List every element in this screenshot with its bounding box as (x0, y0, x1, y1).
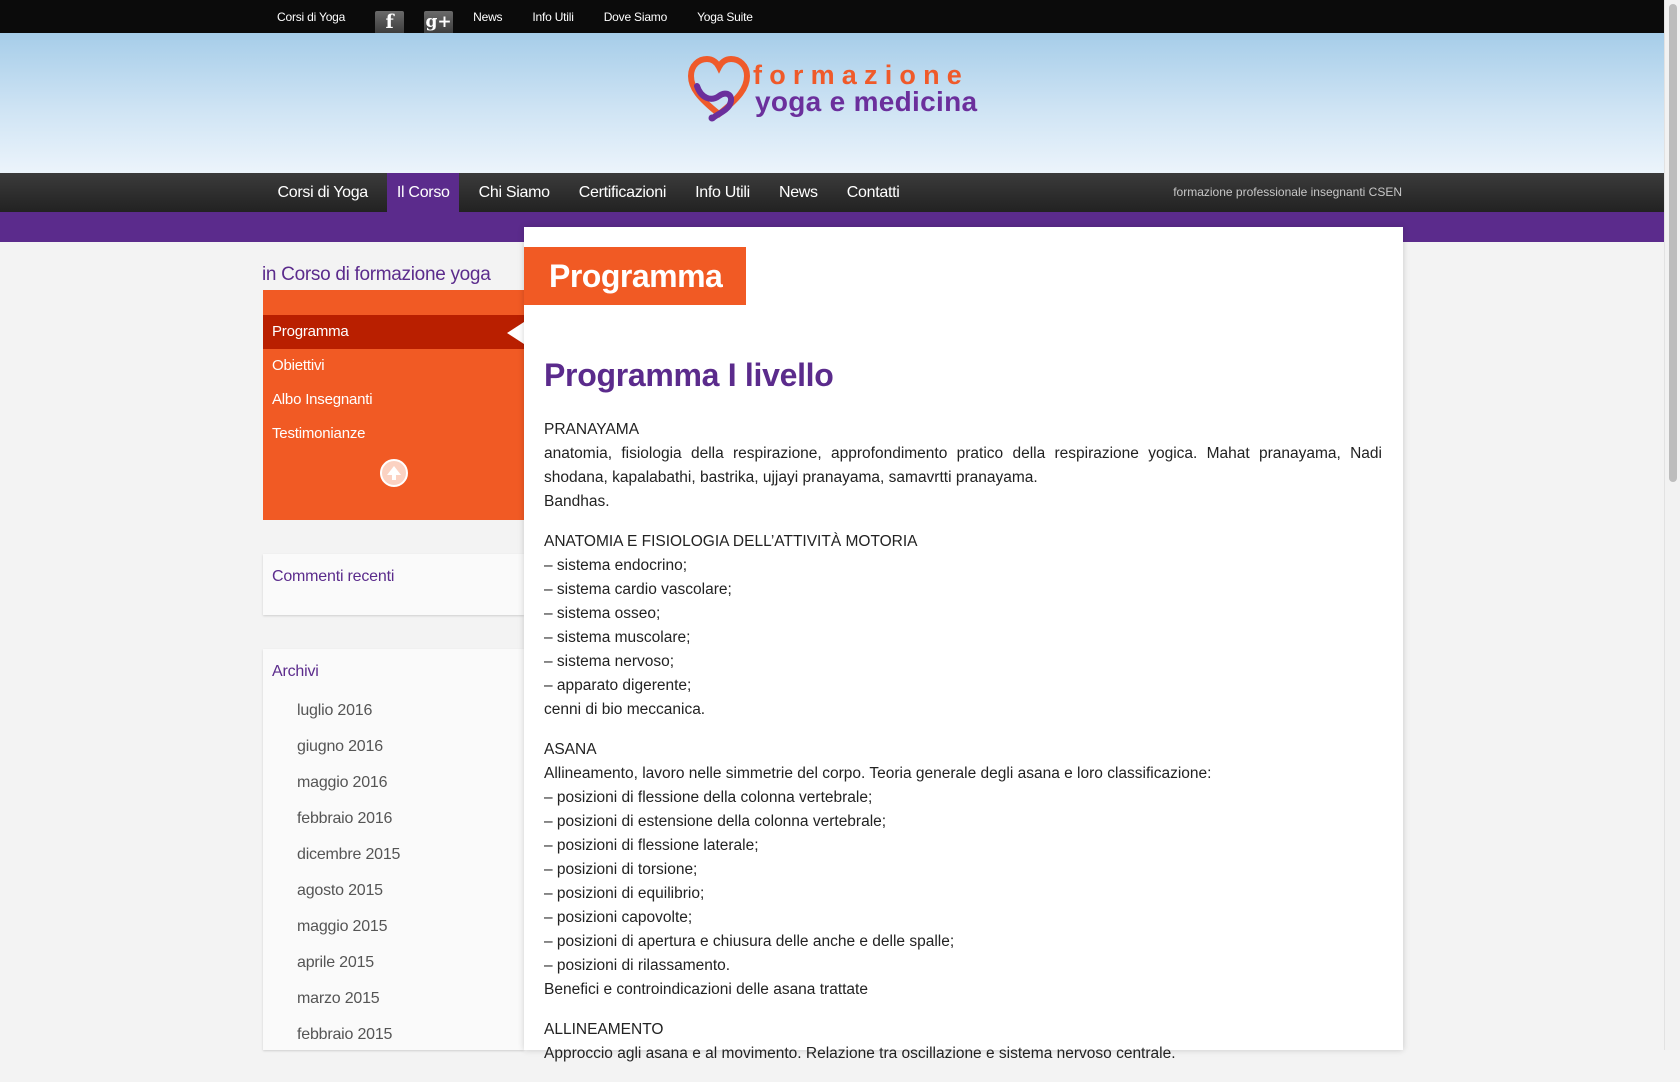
sidebar-title: in Corso di formazione yoga (262, 264, 491, 285)
archive-link[interactable]: febbraio 2015 (297, 1026, 393, 1043)
active-pointer-icon (507, 322, 524, 344)
archive-link[interactable]: marzo 2015 (297, 990, 380, 1007)
recent-comments-widget (263, 554, 524, 615)
nav-il-corso[interactable]: Il Corso (387, 173, 459, 212)
text-line: – sistema osseo; (544, 605, 661, 622)
arrow-up-glyph-icon (386, 465, 402, 481)
top-link-yoga-suite[interactable]: Yoga Suite (697, 9, 753, 24)
text-line: ANATOMIA E FISIOLOGIA DELL’ATTIVITÀ MOTORIA (544, 533, 918, 550)
text-line: Bandhas. (544, 493, 610, 510)
sidebar-item-testimonianze[interactable]: Testimonianze (272, 425, 366, 442)
text-line: Allineamento, lavoro nelle simmetrie del corpo. Teoria generale degli asana e loro classificazione: (544, 765, 1212, 782)
scrollbar-thumb[interactable] (1669, 4, 1677, 482)
recent-comments-title: Commenti recenti (272, 568, 395, 585)
logo-line-1: formazione (753, 60, 970, 90)
nav-certificazioni[interactable]: Certificazioni (578, 184, 667, 201)
text-line: PRANAYAMA (544, 421, 640, 438)
text-line: – posizioni di estensione della colonna vertebrale; (544, 813, 887, 830)
post-title: Programma I livello (544, 357, 834, 393)
text-line: ALLINEAMENTO (544, 1021, 664, 1038)
site-logo[interactable] (689, 56, 989, 126)
arrow-up-icon[interactable] (380, 459, 408, 487)
top-link-info-utili[interactable]: Info Utili (532, 9, 574, 24)
text-line: – sistema endocrino; (544, 557, 688, 574)
site-header (0, 33, 1664, 173)
archive-link[interactable]: giugno 2016 (297, 738, 383, 755)
google-plus-icon[interactable]: g+ (425, 12, 452, 32)
top-link-news[interactable]: News (473, 9, 503, 24)
text-line: – posizioni di equilibrio; (544, 885, 705, 902)
archive-link[interactable]: febbraio 2016 (297, 810, 393, 827)
nav-news[interactable]: News (778, 184, 818, 201)
text-line: – sistema cardio vascolare; (544, 581, 732, 598)
text-line: – sistema muscolare; (544, 629, 691, 646)
sidebar-item-obiettivi[interactable]: Obiettivi (272, 357, 325, 374)
archive-link[interactable]: maggio 2015 (297, 918, 388, 935)
text-line: anatomia, fisiologia della respirazione, approfondimento pratico della respirazione yogica. Mahat pranayama, Nadi shodana, kapalabathi, bastrika, ujjayi pranayama, samavrtti pranayama. (544, 445, 1382, 486)
text-line: – posizioni capovolte; (544, 909, 693, 926)
section-allineamento (544, 1018, 1382, 1066)
nav-tagline: formazione professionale insegnanti CSEN (1173, 185, 1402, 199)
nav-chi-siamo[interactable]: Chi Siamo (478, 184, 550, 201)
heart-stethoscope-icon (689, 56, 749, 122)
post-body (544, 418, 1382, 1082)
page-tag: Programma (524, 247, 746, 305)
facebook-icon[interactable]: f (375, 11, 404, 33)
archive-link[interactable]: dicembre 2015 (297, 846, 401, 863)
nav-contatti[interactable]: Contatti (846, 184, 900, 201)
text-line: Benefici e controindicazioni delle asana trattate (544, 981, 868, 998)
top-bar (0, 0, 1664, 33)
sidebar-item-albo-insegnanti[interactable]: Albo Insegnanti (272, 391, 373, 408)
main-nav (0, 173, 1664, 212)
text-line: – posizioni di apertura e chiusura delle anche e delle spalle; (544, 933, 955, 950)
text-line: ASANA (544, 741, 597, 758)
page-scrollbar[interactable] (1664, 0, 1680, 1050)
archive-link[interactable]: luglio 2016 (297, 702, 373, 719)
archives-widget (263, 649, 524, 1050)
top-link-dove-siamo[interactable]: Dove Siamo (603, 9, 668, 24)
archive-link[interactable]: agosto 2015 (297, 882, 383, 899)
text-line: – posizioni di flessione della colonna vertebrale; (544, 789, 873, 806)
archive-link[interactable]: maggio 2016 (297, 774, 388, 791)
section-pranayama (544, 418, 1382, 514)
main-nav-items (268, 173, 919, 212)
text-line: – posizioni di rilassamento. (544, 957, 731, 974)
text-line: – posizioni di torsione; (544, 861, 698, 878)
archive-link[interactable]: aprile 2015 (297, 954, 374, 971)
main-content (524, 227, 1403, 1062)
section-anatomia (544, 530, 1382, 722)
logo-line-2: yoga e medicina (755, 86, 978, 117)
text-line: – apparato digerente; (544, 677, 692, 694)
text-line: cenni di bio meccanica. (544, 701, 706, 718)
nav-info-utili[interactable]: Info Utili (695, 184, 750, 201)
sidebar-item-programma[interactable]: Programma (263, 315, 524, 349)
top-link-corsi-di-yoga[interactable]: Corsi di Yoga (277, 9, 346, 24)
archives-title: Archivi (272, 663, 319, 680)
nav-corsi-di-yoga[interactable]: Corsi di Yoga (277, 184, 368, 201)
section-asana (544, 738, 1382, 1002)
top-links (277, 0, 783, 33)
text-line: Approccio agli asana e al movimento. Relazione tra oscillazione e sistema nervoso centrale. (544, 1045, 1176, 1062)
text-line: – sistema nervoso; (544, 653, 675, 670)
text-line: – posizioni di flessione laterale; (544, 837, 759, 854)
